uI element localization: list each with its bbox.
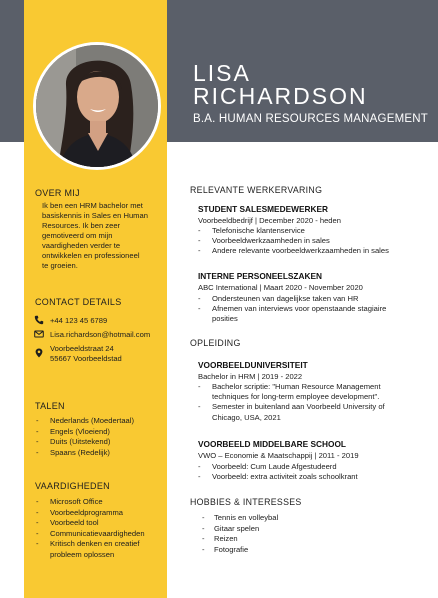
job-bullet: - Telefonische klantenservice [198, 226, 389, 236]
bullet-line: - Bachelor scriptie: "Human Resource Management [212, 382, 381, 391]
job-bullet: - Andere relevante voorbeeldwerkzaamheden in sales [198, 246, 389, 256]
address-city: 55667 Voorbeeldstad [50, 354, 122, 363]
job-bullet: - Ondersteunen van dagelijkse taken van HR [198, 294, 386, 304]
school-bullet: - Voorbeeld: Cum Laude Afgestudeerd [198, 462, 358, 472]
school-title: VOORBEELDUNIVERSITEIT [198, 360, 308, 370]
about-line: gemotiveerd om mijn [42, 231, 113, 240]
skill-line: - Kritisch denken en creatief [50, 539, 140, 548]
experience-heading: RELEVANTE WERKERVARING [190, 185, 323, 195]
languages-heading: TALEN [35, 401, 65, 411]
hobby-item: - Reizen [202, 534, 278, 545]
address [50, 344, 122, 364]
job-meta: Voorbeeldbedrijf | December 2020 - heden [198, 216, 341, 225]
skill-item: - Microsoft Office [36, 497, 145, 508]
about-line: Ik ben een HRM bachelor met [42, 201, 143, 210]
job-title-header: B.A. HUMAN RESOURCES MANAGEMENT [193, 113, 428, 125]
mail-icon [34, 329, 44, 339]
school-title: VOORBEELD MIDDELBARE SCHOOL [198, 439, 346, 449]
language-item: - Engels (Vloeiend) [36, 427, 134, 438]
job-title: STUDENT SALESMEDEWERKER [198, 204, 328, 214]
school-meta: VWO – Economie & Maatschappij | 2011 - 2019 [198, 451, 359, 460]
portrait-illustration [36, 45, 158, 167]
job-bullets [198, 226, 389, 257]
phone-icon [34, 315, 44, 325]
first-name: LISA [193, 60, 251, 86]
about-line: Resources. Ik ben zeer [42, 221, 121, 230]
language-item: - Spaans (Redelijk) [36, 448, 134, 459]
job-bullets [198, 294, 386, 325]
about-line: vaardigheden verder te [42, 241, 121, 250]
hobby-item: - Fotografie [202, 545, 278, 556]
skills-heading: VAARDIGHEDEN [35, 481, 110, 491]
skill-item: - Voorbeeld tool [36, 518, 145, 529]
skill-item: - Communicatievaardigheden [36, 529, 145, 540]
contact-heading: CONTACT DETAILS [35, 297, 122, 307]
school-meta: Bachelor in HRM | 2019 - 2022 [198, 372, 303, 381]
hobbies-list [202, 513, 278, 555]
job-bullet [198, 304, 386, 324]
job-title: INTERNE PERSONEELSZAKEN [198, 271, 323, 281]
bullet-line: - Afnemen van interviews voor openstaande stagiaire [212, 304, 387, 314]
skills-list [36, 497, 145, 560]
school-bullet [198, 382, 385, 402]
address-street: Voorbeeldstraat 24 [50, 344, 114, 353]
job-meta: ABC International | Maart 2020 - November 2020 [198, 283, 363, 292]
bullet-line: - Semester in buitenland aan Voorbeeld University of [212, 402, 385, 412]
location-pin-icon [34, 348, 44, 358]
job-bullet: - Voorbeeldwerkzaamheden in sales [198, 236, 389, 246]
school-bullets [198, 382, 385, 423]
skill-item [36, 539, 145, 560]
email-address: Lisa.richardson@hotmail.com [50, 330, 151, 339]
education-heading: OPLEIDING [190, 338, 241, 348]
school-bullet [198, 402, 385, 422]
language-item: - Nederlands (Moedertaal) [36, 416, 134, 427]
language-item: - Duits (Uitstekend) [36, 437, 134, 448]
skill-line: probleem oplossen [50, 549, 115, 559]
about-text [42, 201, 164, 271]
school-bullet: - Voorbeeld: extra activiteit zoals schoolkrant [198, 472, 358, 482]
bullet-line: Chicago, USA, 2021 [212, 412, 281, 422]
about-line: basiskennis in Sales en Human [42, 211, 148, 220]
last-name: RICHARDSON [193, 83, 368, 109]
about-line: ontwikkelen en professioneel [42, 251, 140, 260]
candidate-name [193, 62, 368, 108]
skill-item: - Voorbeeldprogramma [36, 508, 145, 519]
hobbies-heading: HOBBIES & INTERESSES [190, 497, 302, 507]
bullet-line: techniques for long-term employee development". [212, 392, 380, 402]
school-bullets [198, 462, 358, 482]
hobby-item: - Gitaar spelen [202, 524, 278, 535]
about-line: te groeien. [42, 261, 78, 270]
bullet-line: posities [212, 314, 238, 324]
hobby-item: - Tennis en volleybal [202, 513, 278, 524]
profile-photo [36, 45, 158, 167]
about-heading: OVER MIJ [35, 188, 80, 198]
phone-number: +44 123 45 6789 [50, 316, 108, 325]
languages-list [36, 416, 134, 458]
